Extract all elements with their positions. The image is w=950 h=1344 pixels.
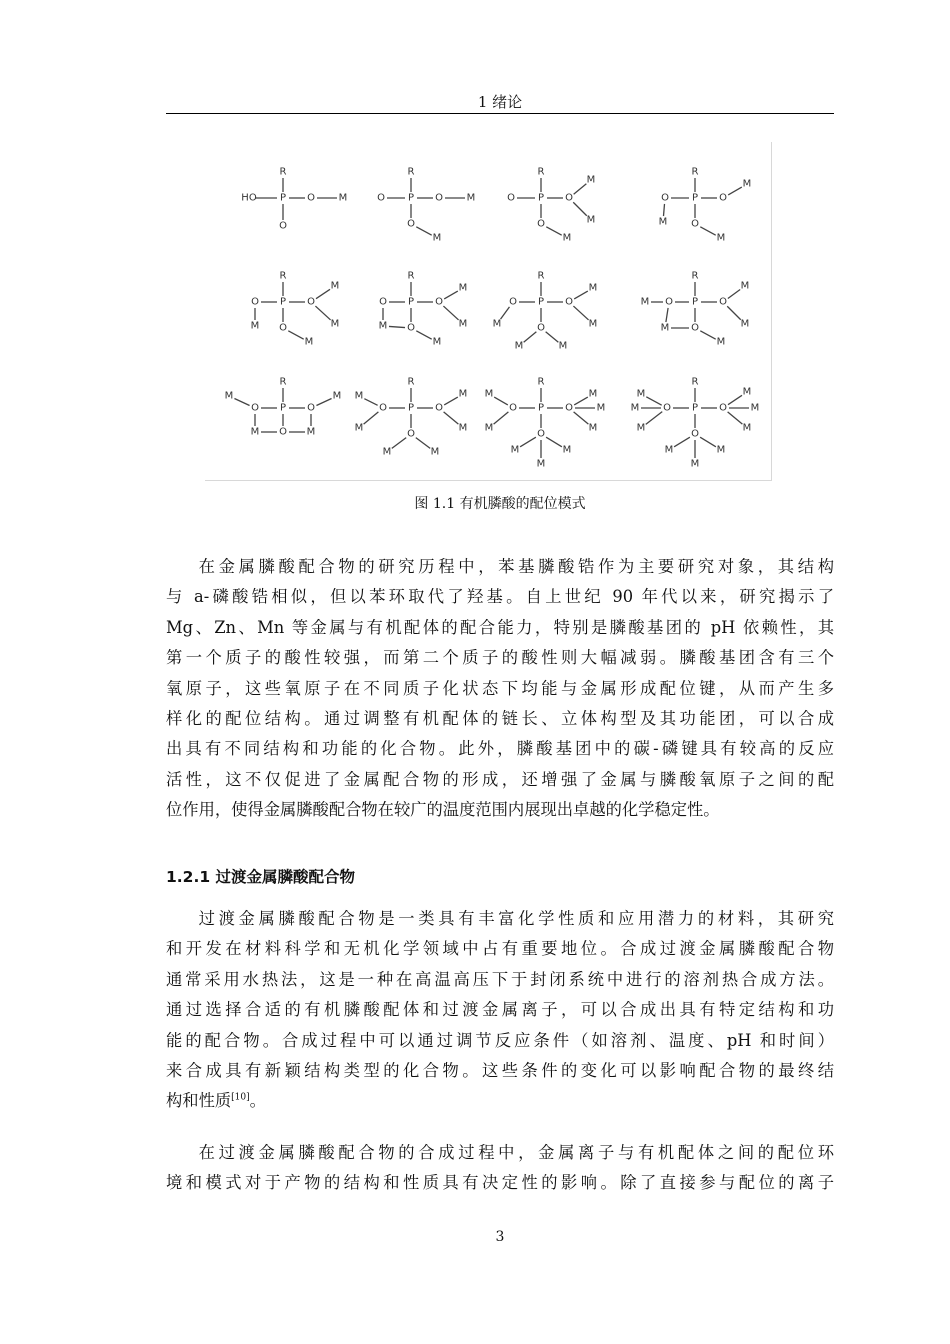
- bond-line: [728, 395, 742, 404]
- atom-o: O: [661, 192, 669, 204]
- paragraph-2-line: 能的配合物。合成过程中可以通过调节反应条件（如溶剂、温度、pH 和时间）: [166, 1030, 834, 1050]
- atom-m: M: [740, 280, 750, 292]
- bond-line: [389, 326, 405, 327]
- atom-m: M: [596, 402, 606, 414]
- paragraph-2-line: 和开发在材料科学和无机化学领域中占有重要地位。合成过渡金属膦酸配合物: [166, 939, 834, 959]
- atom-m: M: [716, 232, 726, 244]
- paragraph-1-line: Mg、Zn、Mn 等金属与有机配体的配合能力，特别是膦酸基团的 pH 依赖性，其: [166, 617, 834, 637]
- atom-o: O: [407, 428, 415, 440]
- atom-o: O: [565, 402, 573, 414]
- atom-r: R: [691, 166, 699, 178]
- atom-p: P: [279, 296, 287, 308]
- atom-m: M: [514, 340, 524, 352]
- bond-line: [573, 306, 588, 320]
- atom-o: O: [279, 322, 287, 334]
- atom-p: P: [407, 296, 415, 308]
- running-header: 1 绪论: [477, 93, 523, 111]
- bond-line: [546, 332, 559, 342]
- paragraph-2-line: 来合成具有新颖结构类型的化合物。这些条件的变化可以影响配合物的最终结: [166, 1060, 834, 1080]
- bond-line: [416, 438, 430, 449]
- atom-m: M: [466, 192, 476, 204]
- atom-o: O: [407, 322, 415, 334]
- header-rule: [166, 113, 834, 114]
- paragraph-2-line: 通常采用水热法，这是一种在高温高压下于封闭系统中进行的溶剂热合成方法。: [166, 969, 834, 989]
- atom-m: M: [510, 444, 520, 456]
- atom-r: R: [279, 376, 287, 388]
- atom-o: O: [565, 296, 573, 308]
- atom-r: R: [537, 166, 545, 178]
- atom-m: M: [432, 336, 442, 348]
- bond-line: [444, 397, 458, 405]
- bond-line: [573, 202, 587, 216]
- atom-o: O: [379, 296, 387, 308]
- atom-o: O: [537, 322, 545, 334]
- atom-p: P: [537, 402, 545, 414]
- atom-m: M: [484, 422, 494, 434]
- atom-o: O: [251, 402, 259, 414]
- atom-r: R: [279, 166, 287, 178]
- bond-line: [444, 291, 458, 299]
- atom-o: O: [691, 322, 699, 334]
- atom-r: R: [407, 166, 415, 178]
- atom-m: M: [640, 296, 650, 308]
- atom-m: M: [660, 322, 670, 334]
- bond-line: [316, 399, 331, 406]
- atom-o: O: [279, 426, 287, 438]
- atom-p: P: [279, 402, 287, 414]
- atom-m: M: [558, 340, 568, 352]
- bond-line: [416, 227, 431, 235]
- atom-o: O: [537, 218, 545, 230]
- atom-m: M: [484, 388, 494, 400]
- atom-m: M: [636, 422, 646, 434]
- atom-r: R: [691, 376, 699, 388]
- bond-line: [663, 204, 664, 216]
- bond-line: [444, 412, 459, 424]
- atom-m: M: [354, 422, 364, 434]
- bond-line: [364, 412, 379, 424]
- atom-m: M: [716, 444, 726, 456]
- atom-m: M: [750, 402, 760, 414]
- bond-line: [646, 412, 662, 425]
- atom-m: M: [378, 320, 388, 332]
- atom-ho: HO: [241, 192, 257, 204]
- atom-m: M: [658, 216, 668, 228]
- atom-r: R: [537, 270, 545, 282]
- paragraph-2-line: 过渡金属膦酸配合物是一类具有丰富化学性质和应用潜力的材料，其研究: [198, 909, 834, 928]
- paragraph-2: [166, 904, 834, 1117]
- atom-o: O: [307, 402, 315, 414]
- atom-o: O: [435, 296, 443, 308]
- atom-o: O: [251, 296, 259, 308]
- atom-o: O: [509, 296, 517, 308]
- paragraph-1-line: 样化的配位结构。通过调整有机配体的链长、立体构型及其功能团，可以合成: [166, 708, 834, 728]
- atom-o: O: [307, 296, 315, 308]
- paragraph-3: [166, 1138, 834, 1199]
- bond-line: [700, 331, 715, 339]
- bond-line: [574, 184, 587, 194]
- paragraph-3-line: 境和模式对于产物的结构和性质具有决定性的影响。除了直接参与配位的离子: [166, 1173, 834, 1193]
- atom-o: O: [665, 296, 673, 308]
- bond-line: [666, 308, 668, 322]
- atom-o: O: [719, 296, 727, 308]
- paragraph-1-line: 氧原子，这些氧原子在不同质子化状态下均能与金属形成配位键，从而产生多: [166, 678, 834, 698]
- atom-o: O: [435, 402, 443, 414]
- atom-o: O: [691, 428, 699, 440]
- bond-line: [315, 306, 330, 320]
- bond-line: [443, 306, 458, 320]
- atom-o: O: [377, 192, 385, 204]
- atom-p: P: [407, 192, 415, 204]
- atom-m: M: [382, 446, 392, 458]
- bond-line: [494, 397, 508, 405]
- paragraph-2-last-line: [166, 1086, 834, 1116]
- atom-m: M: [304, 336, 314, 348]
- atom-r: R: [279, 270, 287, 282]
- bond-line: [501, 307, 510, 319]
- atom-m: M: [742, 178, 752, 190]
- atom-o: O: [407, 218, 415, 230]
- atom-m: M: [458, 422, 468, 434]
- atom-m: M: [742, 386, 752, 398]
- atom-m: M: [430, 446, 440, 458]
- atom-m: M: [330, 318, 340, 330]
- atom-m: M: [492, 318, 502, 330]
- atom-m: M: [332, 390, 342, 402]
- paragraph-1-line: 活性，这不仅促进了金属配合物的形成，还增强了金属与膦酸氧原子之间的配: [166, 769, 834, 789]
- atom-o: O: [691, 218, 699, 230]
- bond-line: [392, 438, 406, 449]
- atom-r: R: [407, 376, 415, 388]
- atom-m: M: [588, 318, 598, 330]
- paragraph-1: [166, 552, 834, 826]
- coordination-modes-diagram: [205, 142, 771, 480]
- bond-line: [700, 227, 715, 235]
- paragraph-2-last-text: 构和性质: [166, 1091, 232, 1111]
- paragraph-2-line: 通过选择合适的有机膦酸配体和过渡金属离子，可以合成出具有特定结构和功: [166, 1000, 834, 1020]
- paragraph-1-line: 位作用，使得金属膦酸配合物在较广的温度范围内展现出卓越的化学稳定性。: [166, 800, 720, 820]
- bond-line: [520, 437, 536, 447]
- bond-line: [524, 332, 537, 342]
- bond-line: [728, 412, 743, 424]
- atom-o: O: [379, 402, 387, 414]
- atom-m: M: [588, 282, 598, 294]
- bond-line: [728, 187, 742, 195]
- atom-m: M: [458, 282, 468, 294]
- paragraph-1-line: 第一个质子的酸性较强，而第二个质子的酸性则大幅减弱。膦酸基团含有三个: [166, 648, 834, 668]
- atom-m: M: [306, 426, 316, 438]
- paragraph-2-last-end: 。: [249, 1091, 266, 1111]
- atom-m: M: [690, 458, 700, 470]
- atom-m: M: [586, 214, 596, 226]
- atom-m: M: [562, 444, 572, 456]
- figure-caption: 图 1.1 有机膦酸的配位模式: [414, 496, 586, 512]
- bond-line: [674, 437, 690, 447]
- bond-line: [546, 437, 562, 447]
- bond-line: [727, 306, 741, 320]
- atom-p: P: [537, 192, 545, 204]
- atom-r: R: [691, 270, 699, 282]
- bond-line: [416, 331, 431, 339]
- bond-line: [728, 290, 740, 299]
- atom-m: M: [458, 318, 468, 330]
- page-number: 3: [495, 1229, 505, 1245]
- bond-line: [546, 227, 561, 235]
- bond-line: [364, 399, 377, 406]
- atom-o: O: [279, 220, 287, 232]
- atom-m: M: [740, 318, 750, 330]
- atom-m: M: [250, 426, 260, 438]
- atom-o: O: [435, 192, 443, 204]
- atom-p: P: [691, 192, 699, 204]
- atom-m: M: [330, 280, 340, 292]
- coordination-modes-figure: [205, 142, 772, 481]
- atom-o: O: [507, 192, 515, 204]
- atom-m: M: [664, 444, 674, 456]
- atom-m: M: [588, 388, 598, 400]
- paragraph-3-line: 在过渡金属膦酸配合物的合成过程中，金属离子与有机配体之间的配位环: [198, 1143, 834, 1162]
- atom-p: P: [537, 296, 545, 308]
- atom-p: P: [407, 402, 415, 414]
- bond-line: [574, 412, 589, 424]
- atom-m: M: [338, 192, 348, 204]
- paragraph-1-line: 出具有不同结构和功能的化合物。此外，膦酸基团中的碳-磷键具有较高的反应: [166, 739, 834, 759]
- bond-line: [700, 437, 716, 447]
- atom-m: M: [586, 174, 596, 186]
- atom-m: M: [636, 388, 646, 400]
- paragraph-1-line: 在金属膦酸配合物的研究历程中，苯基膦酸锆作为主要研究对象，其结构: [198, 557, 834, 576]
- bond-line: [494, 412, 509, 424]
- atom-o: O: [719, 402, 727, 414]
- atom-m: M: [224, 390, 234, 402]
- atom-m: M: [588, 422, 598, 434]
- atom-o: O: [509, 402, 517, 414]
- bond-line: [316, 289, 330, 298]
- atom-r: R: [407, 270, 415, 282]
- atom-m: M: [562, 232, 572, 244]
- atom-r: R: [537, 376, 545, 388]
- bond-line: [234, 399, 249, 406]
- atom-m: M: [458, 388, 468, 400]
- atom-p: P: [691, 296, 699, 308]
- atom-o: O: [663, 402, 671, 414]
- atom-o: O: [719, 192, 727, 204]
- section-heading: 1.2.1 过渡金属膦酸配合物: [166, 868, 356, 886]
- atom-o: O: [307, 192, 315, 204]
- bond-line: [574, 291, 588, 299]
- atom-p: P: [279, 192, 287, 204]
- atom-m: M: [742, 422, 752, 434]
- paragraph-1-line: 与 a-磷酸锆相似，但以苯环取代了羟基。自上世纪 90 年代以来，研究揭示了: [166, 587, 834, 607]
- atom-m: M: [630, 402, 640, 414]
- bond-line: [646, 397, 661, 405]
- atom-o: O: [565, 192, 573, 204]
- bond-line: [574, 397, 588, 405]
- atom-m: M: [250, 320, 260, 332]
- atom-m: M: [536, 458, 546, 470]
- atom-m: M: [354, 390, 364, 402]
- atom-o: O: [537, 428, 545, 440]
- atom-m: M: [432, 232, 442, 244]
- atom-m: M: [716, 336, 726, 348]
- bond-line: [288, 331, 303, 339]
- citation-ref: [10]: [231, 1092, 250, 1103]
- atom-p: P: [691, 402, 699, 414]
